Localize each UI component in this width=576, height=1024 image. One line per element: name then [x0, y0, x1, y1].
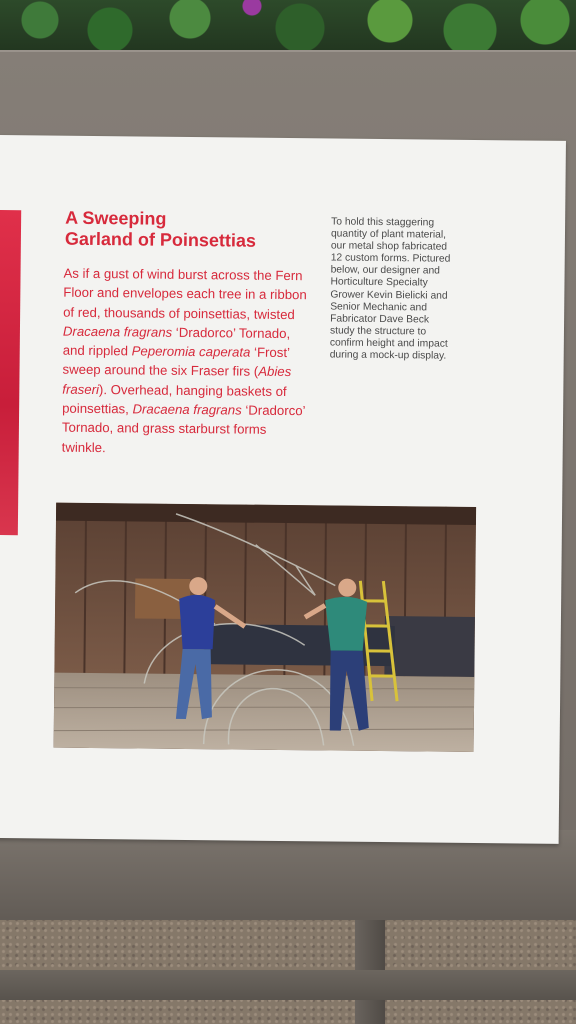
- caption-line: study the structure to: [329, 325, 427, 338]
- caption-line: during a mock-up display.: [329, 349, 447, 362]
- body-text-segment: ‘Frost’ sweep around the six Fraser firs (: [62, 344, 290, 380]
- caption-line: confirm height and impact: [329, 337, 448, 350]
- species-name: Dracaena fragrans: [132, 401, 242, 418]
- body-text-segment: ‘Dradorco’ Tornado, and rippled: [62, 324, 291, 359]
- caption-line: our metal shop fabricated: [330, 240, 448, 253]
- species-name: Peperomia caperata: [131, 343, 251, 360]
- species-name: Abies fraseri: [62, 364, 292, 397]
- caption-line: 12 custom forms. Pictured: [330, 252, 451, 266]
- body-text-segment: ). Overhead, hanging baskets of poinsettias,: [62, 381, 287, 417]
- species-name: Dracaena fragrans: [62, 323, 173, 340]
- sign-body-text: [62, 264, 309, 460]
- caption-line: Grower Kevin Bielicki and: [330, 289, 448, 302]
- title-line-2: Garland of Poinsettias: [64, 228, 257, 251]
- body-text-segment: ‘Dradorco’ Tornado, and grass starburst forms twinkle.: [61, 402, 306, 455]
- caption-line: Horticulture Specialty: [330, 276, 428, 289]
- caption-line: To hold this staggering: [331, 216, 435, 229]
- caption-line: quantity of plant material,: [330, 228, 447, 241]
- frame-lower-rail: [0, 830, 576, 930]
- sign-title: [65, 208, 256, 252]
- workshop-photo: [54, 503, 477, 752]
- caption-line: below, our designer and: [330, 264, 440, 277]
- caption-line: Fabricator Dave Beck: [330, 313, 430, 326]
- caption-line: Senior Mechanic and: [330, 301, 428, 314]
- sign-panel: [0, 135, 566, 844]
- sign-side-caption: [330, 216, 492, 363]
- title-line-1: A Sweeping: [65, 207, 167, 229]
- stand-crossbar: [0, 970, 576, 1000]
- body-text-segment: As if a gust of wind burst across the Fern Floor and envelopes each tree in a ribbon of red, thousands of poinsettias, twisted: [63, 265, 307, 322]
- poinsettia-leaf-edge: [0, 210, 21, 535]
